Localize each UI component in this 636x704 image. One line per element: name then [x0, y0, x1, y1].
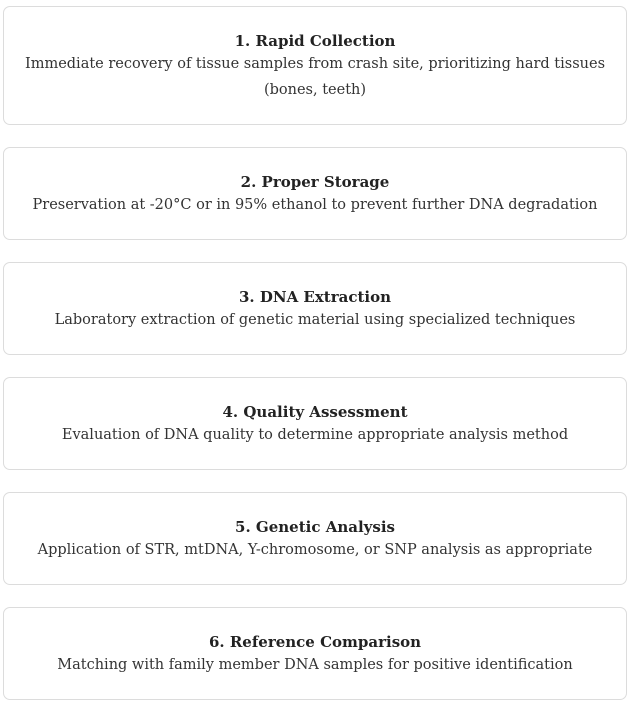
step-description: Matching with family member DNA samples for positive identification: [57, 657, 573, 673]
step-title: 6. Reference Comparison: [208, 633, 422, 651]
step-title: 3. DNA Extraction: [238, 288, 392, 306]
step-title: 2. Proper Storage: [240, 173, 390, 191]
step-title: 4. Quality Assessment: [222, 403, 408, 421]
step-card-proper-storage: [3, 147, 627, 240]
step-title: 1. Rapid Collection: [234, 32, 396, 50]
step-card-rapid-collection: [3, 6, 627, 125]
step-card-quality-assessment: [3, 377, 627, 470]
step-card-dna-extraction: [3, 262, 627, 355]
step-description: Laboratory extraction of genetic material using specialized techniques: [54, 312, 576, 328]
step-description: Immediate recovery of tissue samples from crash site, prioritizing hard tissues (bones, teeth): [24, 56, 606, 98]
step-card-genetic-analysis: [3, 492, 627, 585]
step-description: Preservation at -20°C or in 95% ethanol to prevent further DNA degradation: [32, 197, 598, 213]
step-description: Application of STR, mtDNA, Y-chromosome, or SNP analysis as appropriate: [37, 542, 593, 558]
step-card-reference-comparison: [3, 607, 627, 700]
step-description: Evaluation of DNA quality to determine appropriate analysis method: [61, 427, 569, 443]
step-title: 5. Genetic Analysis: [235, 518, 395, 536]
